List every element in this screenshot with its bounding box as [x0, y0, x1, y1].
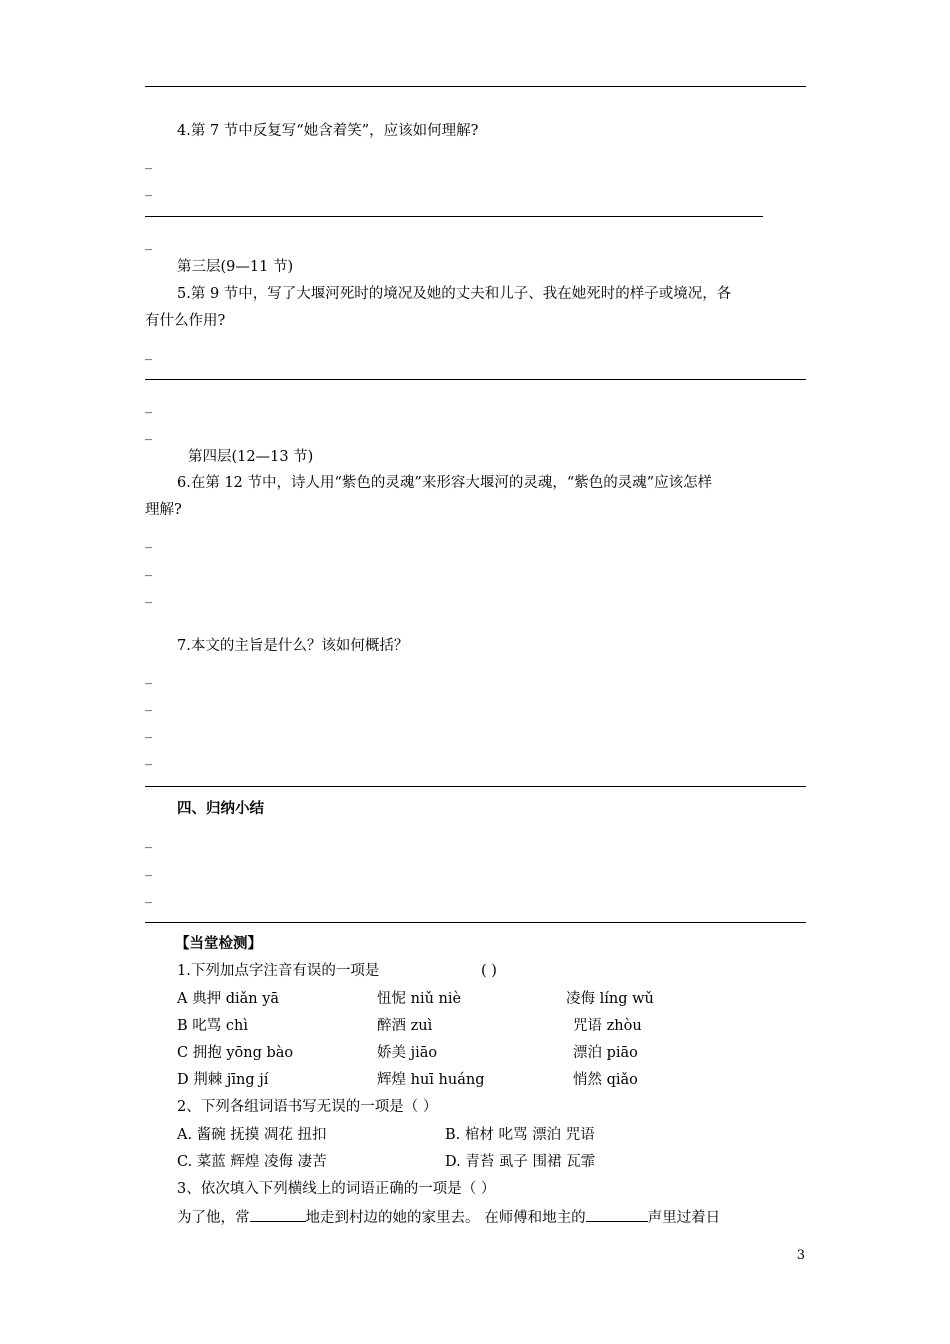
page-number: 3	[796, 1248, 805, 1263]
answer-line: _	[145, 181, 152, 197]
answer-line: _	[145, 533, 152, 549]
test-3-fill-sentence	[177, 1207, 720, 1227]
rule-line	[145, 216, 763, 217]
fill-blank-1[interactable]	[250, 1207, 306, 1222]
test-2-option-c: C. 菜蓝 辉煌 凌侮 凄苦	[177, 1154, 327, 1170]
test-1-option-b-3: 咒语 zhòu	[573, 1018, 642, 1034]
question-5-line-1: 5.第 9 节中，写了大堰河死时的境况及她的丈夫和儿子、我在她死时的样子或境况，各	[177, 286, 732, 302]
test-3-question: 3、依次填入下列横线上的词语正确的一项是（ ）	[177, 1181, 496, 1197]
answer-line: _	[145, 750, 152, 766]
in-class-test-heading: 【当堂检测】	[175, 936, 262, 952]
answer-line: _	[145, 669, 152, 685]
answer-line: _	[145, 154, 152, 170]
test-2-question: 2、下列各组词语书写无误的一项是（ ）	[177, 1099, 438, 1115]
test-1-answer-paren: ( )	[481, 963, 497, 979]
rule-line	[145, 379, 806, 380]
answer-line: _	[145, 345, 152, 361]
answer-line: _	[145, 588, 152, 604]
rule-line	[145, 86, 806, 87]
rule-line	[145, 922, 806, 923]
test-1-option-a-1: A 典押 diǎn yā	[177, 991, 280, 1007]
question-6-line-1: 6.在第 12 节中，诗人用“紫色的灵魂”来形容大堰河的灵魂，“紫色的灵魂”应该怎样	[177, 475, 713, 491]
test-1-option-b-2: 醉酒 zuì	[377, 1018, 433, 1034]
fill-text-b: 地走到村边的她的家里去。 在师傅和地主的	[305, 1210, 586, 1226]
question-7: 7.本文的主旨是什么？该如何概括？	[177, 638, 409, 654]
answer-line: _	[145, 861, 152, 877]
test-2-option-b: B. 棺材 叱骂 漂泊 咒语	[445, 1127, 595, 1143]
test-1-option-c-1: C 拥抱 yōng bào	[177, 1045, 294, 1061]
answer-line: _	[145, 723, 152, 739]
layer-4-heading: 第四层(12—13 节)	[188, 449, 314, 465]
answer-line: _	[145, 235, 152, 251]
section-4-heading: 四、归纳小结	[177, 801, 264, 817]
question-5-line-2: 有什么作用?	[145, 313, 226, 329]
question-4: 4.第 7 节中反复写“她含着笑”，应该如何理解?	[177, 123, 479, 139]
layer-3-heading: 第三层(9—11 节)	[177, 259, 294, 275]
test-1-option-d-3: 悄然 qiǎo	[573, 1072, 638, 1088]
test-1-option-c-3: 漂泊 piāo	[573, 1045, 638, 1061]
answer-line: _	[145, 561, 152, 577]
test-1-option-d-1: D 荆棘 jīng jí	[177, 1072, 269, 1088]
answer-line: _	[145, 888, 152, 904]
test-1-question: 1.下列加点字注音有误的一项是	[177, 963, 380, 979]
answer-line: _	[145, 696, 152, 712]
test-2-option-d: D. 青苔 虱子 围裙 瓦霏	[445, 1154, 596, 1170]
test-1-option-c-2: 娇美 jiāo	[377, 1045, 438, 1061]
fill-text-a: 为了他，常	[177, 1210, 250, 1226]
answer-line: _	[145, 398, 152, 414]
rule-line	[145, 786, 806, 787]
test-2-option-a: A. 酱碗 抚摸 凋花 扭扣	[177, 1127, 327, 1143]
test-1-option-a-2: 忸怩 niǔ niè	[377, 991, 462, 1007]
test-1-option-d-2: 辉煌 huī huáng	[377, 1072, 485, 1088]
answer-line: _	[145, 833, 152, 849]
fill-blank-2[interactable]	[586, 1207, 648, 1222]
question-6-line-2: 理解?	[145, 502, 182, 518]
test-1-option-b-1: B 叱骂 chì	[177, 1018, 248, 1034]
test-1-option-a-3: 凌侮 líng wǔ	[566, 991, 654, 1007]
answer-line: _	[145, 425, 152, 441]
fill-text-c: 声里过着日	[647, 1210, 721, 1226]
